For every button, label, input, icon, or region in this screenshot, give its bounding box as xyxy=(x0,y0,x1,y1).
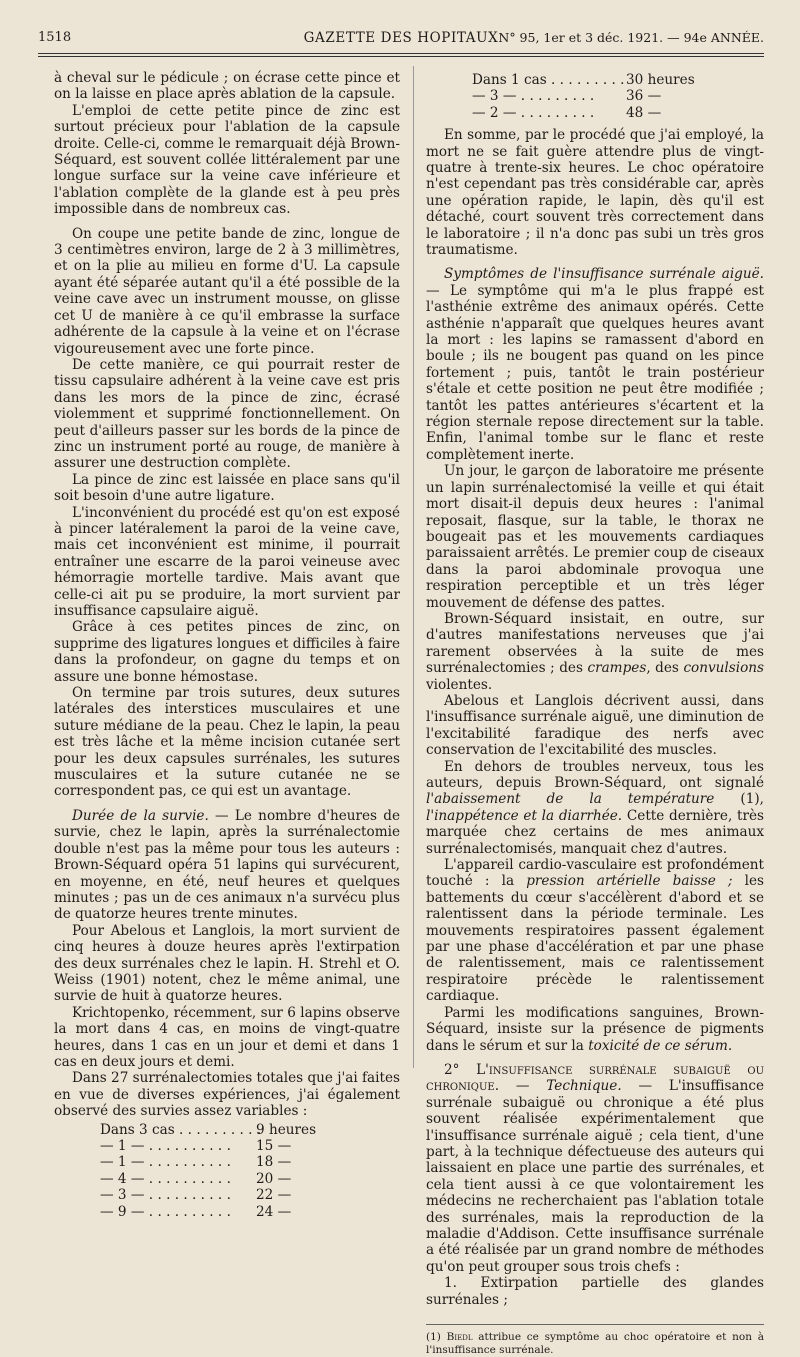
text: En dehors de troubles nerveux, tous les auteurs, depuis Brown-Séquard, ont signalé xyxy=(426,758,764,792)
page-number: 1518 xyxy=(38,30,72,45)
survival-table xyxy=(54,1122,400,1220)
survival-table-continued xyxy=(426,72,764,121)
emphasis: Technique. xyxy=(546,1078,622,1095)
row-label: — 2 — . . . . . . . . . xyxy=(472,104,595,121)
row-value: 9 heures xyxy=(256,1121,317,1138)
text: violentes. xyxy=(426,676,493,693)
footnote-author: (1) Biedl xyxy=(426,1331,473,1344)
section-paragraph xyxy=(426,1062,764,1275)
list-item: 1. Extirpation partielle des glandes surrénales ; xyxy=(426,1275,764,1308)
section-heading: 2° L'insuffisance surrénale subaiguë ou chronique. xyxy=(426,1061,764,1095)
table-row xyxy=(426,88,764,104)
row-label: Dans 3 cas . . . . . . . . . . xyxy=(100,1121,262,1138)
emphasis: l'inappétence et la diarrhée. xyxy=(426,807,623,824)
text: Brown-Séquard insistait, en outre, sur d'autres manifestations nerveuses que j'ai rarement observées à la suite de mes surrénalectomies ; des xyxy=(426,610,764,677)
row-label: — 4 — . . . . . . . . . . xyxy=(100,1170,231,1187)
paragraph xyxy=(426,759,764,857)
text: Cette dernière, très marquée chez certains de mes animaux surrénalectomisés, manquait chez d'autres. xyxy=(426,807,764,857)
text: — xyxy=(499,1078,547,1095)
paragraph-text: — Le symptôme qui m'a le plus frappé est l'asthénie extrême des animaux opérés. Cette asthénie n'apparaît que quelques heures avant la mort : les lapins se ramassent d'abord en boule ; ils ne bougent pas quand on les pince fortement ; puis, tantôt le train postérieur s'étale et cette position ne peut être modifiée ; tantôt les pattes antérieures s'écartent et la région sternale repose directement sur la table. Enfin, l'animal tombe sur le flanc et reste complètement inerte. xyxy=(426,282,764,463)
paragraph: La pince de zinc est laissée en place sans qu'il soit besoin d'une autre ligature. xyxy=(54,471,400,505)
footnote-rule xyxy=(426,1324,764,1325)
text: , des xyxy=(646,660,684,677)
paragraph-text: — L'insuffisance surrénale subaiguë ou chronique a été plus souvent réalisée expérimentalement que l'insuffisance surrénale aiguë ; cela tient, d'une part, à la technique défectueuse des auteurs qui laissaient en place une partie des surrénales, et cela tient aussi à ce que volontairement les médecins ne recherchaient pas l'ablation totale des surrénales, mais la reproduction de la maladie d'Addison. Cette insuffisance surrénale a été réalisée par un grand nombre de méthodes qu'on peut grouper sous trois chefs : xyxy=(426,1078,764,1275)
issue-info: N° 95, 1er et 3 déc. 1921. — 94e ANNÉE. xyxy=(498,30,764,45)
paragraph xyxy=(426,611,764,693)
emphasis: crampes xyxy=(587,660,647,677)
right-column xyxy=(426,70,764,1357)
row-value: 18 — xyxy=(256,1154,292,1171)
section-title: Durée de la survie. xyxy=(72,807,209,824)
table-row xyxy=(54,1204,400,1220)
paragraph: Grâce à ces petites pinces de zinc, on supprime des ligatures longues et difficiles à faire dans la profondeur, on gagne du temps et on assure une bonne hémostase. xyxy=(54,619,400,685)
paragraph: L'emploi de cette petite pince de zinc est surtout précieux pour l'ablation de la capsule droite. Celle-ci, comme le remarquait déjà Brown-Séquard, est souvent collée littéralement par une longue surface sur la veine cave inférieure et l'ablation complète de la glande est à peu près impossible dans de nombreux cas. xyxy=(54,102,400,218)
header-rule-bottom xyxy=(38,56,764,57)
emphasis: pression artérielle baisse ; xyxy=(526,873,733,890)
left-column xyxy=(54,70,400,1226)
footnote-text: attribue ce symptôme au choc opératoire et non à l'insuffisance surrénale. xyxy=(426,1331,764,1357)
page-header xyxy=(38,26,764,50)
paragraph: En somme, par le procédé que j'ai employé, la mort ne se fait guère attendre plus de vingt-quatre à trente-six heures. Le choc opératoire n'est cependant pas très considérable car, après une opération rapide, le lapin, dès qu'il est détaché, court souvent très correctement dans le laboratoire ; il n'a donc pas subi un très gros traumatisme. xyxy=(426,127,764,259)
row-value: 48 — xyxy=(626,104,662,121)
row-value: 36 — xyxy=(626,88,662,105)
row-value: 15 — xyxy=(256,1137,292,1154)
paragraph xyxy=(426,1005,764,1054)
table-row xyxy=(426,105,764,121)
paragraph: Un jour, le garçon de laboratoire me présente un lapin surrénalectomisé la veille et qui était mort disait-il depuis deux heures : l'animal reposait, flasque, sur la table, le thorax ne bougeait pas et les mouvements cardiaques paraissaient arrêtés. Le premier coup de ciseaux dans la paroi abdominale provoqua une respiration perceptible et un très léger mouvement de défense des pattes. xyxy=(426,463,764,611)
paragraph: L'inconvénient du procédé est qu'on est exposé à pincer latéralement la paroi de la veine cave, mais cet inconvénient est minime, il pourrait entraîner une escarre de la paroi veineuse avec hémorragie mortelle tardive. Mais avant que celle-ci ait pu se produire, la mort survient par insuffisance capsulaire aiguë. xyxy=(54,504,400,619)
row-label: — 3 — . . . . . . . . . xyxy=(472,88,595,105)
paragraph-text: — Le nombre d'heures de survie, chez le lapin, après la surrénalectomie double n'est pas la même pour tous les auteurs : Brown-Séquard opéra 51 lapins qui survécurent, en moyenne, en été, neuf heures et quelques minutes ; pas un de ces animaux n'a survécu plus de quatorze heures trente minutes. xyxy=(54,807,401,923)
paragraph: à cheval sur le pédicule ; on écrase cette pince et on la laisse en place après ablation de la capsule. xyxy=(54,70,400,103)
paragraph: De cette manière, ce qui pourrait rester de tissu capsulaire adhérent à la veine cave est pris dans les mors de la pince de zinc, écrasé violemment et supprimé fonctionnellement. On peut d'ailleurs passer sur les bords de la pince de zinc un instrument porté au rouge, de manière à assurer une destruction complète. xyxy=(54,356,400,472)
row-label: — 9 — . . . . . . . . . . xyxy=(100,1203,231,1220)
text: (1), xyxy=(714,791,764,808)
paragraph: Abelous et Langlois décrivent aussi, dans l'insuffisance surrénale aiguë, une diminution de l'excitabilité faradique des nerfs avec conservation de l'excitabilité des muscles. xyxy=(426,692,764,759)
header-rule-top xyxy=(38,53,764,54)
emphasis: convulsions xyxy=(683,660,765,677)
column-divider xyxy=(413,66,414,1068)
row-value: 24 — xyxy=(256,1203,292,1220)
row-value: 22 — xyxy=(256,1187,292,1204)
table-row xyxy=(54,1138,400,1154)
paragraph xyxy=(426,857,764,1005)
table-row xyxy=(54,1171,400,1187)
journal-title: GAZETTE DES HOPITAUX xyxy=(303,30,499,46)
row-label: — 1 — . . . . . . . . . . xyxy=(100,1137,231,1154)
row-label: — 1 — . . . . . . . . . . xyxy=(100,1154,231,1171)
table-row xyxy=(426,72,764,88)
text: L'appareil cardio-vasculaire est profondément touché : la xyxy=(426,857,764,890)
table-row xyxy=(54,1187,400,1203)
emphasis: toxicité de ce sérum. xyxy=(588,1037,733,1054)
row-value: 20 — xyxy=(256,1170,292,1187)
section-title: Symptômes de l'insuffisance surrénale aiguë. xyxy=(444,266,764,283)
paragraph: Krichtopenko, récemment, sur 6 lapins observe la mort dans 4 cas, en moins de vingt-quatre heures, dans 1 cas en un jour et demi et dans 1 cas en deux jours et demi. xyxy=(54,1004,400,1070)
row-value: 30 heures xyxy=(626,72,695,88)
emphasis: l'abaissement de la température xyxy=(426,791,715,808)
section-paragraph xyxy=(54,808,400,923)
paragraph: On termine par trois sutures, deux sutures latérales des interstices musculaires et une suture médiane de la peau. Chez le lapin, la peau est très lâche et la même incision cutanée sert pour les deux capsules surrénales, les sutures musculaires et la suture cutanée ne se correspondent pas, ce qui est un avantage. xyxy=(54,685,400,800)
footnote xyxy=(426,1331,764,1357)
text: les battements du cœur s'accélèrent d'abord et se ralentissent dans la période terminale. Les mouvements respiratoires passent également par une phase d'accélération et par une phase de ralentissement, mais ce ralentissement respiratoire précède le ralentissement cardiaque. xyxy=(426,873,764,1005)
table-row xyxy=(54,1122,400,1138)
paragraph: On coupe une petite bande de zinc, longue de 3 centimètres environ, large de 2 à 3 millimètres, et on la plie au milieu en forme d'U. La capsule ayant été séparée autant qu'il a été possible de la veine cave avec un instrument mousse, on glisse cet U de manière à ce qu'il embrasse la surface adhérente de la capsule à la veine et on l'écrase vigoureusement avec une forte pince. xyxy=(54,225,400,357)
section-paragraph xyxy=(426,266,764,463)
row-label: — 3 — . . . . . . . . . . xyxy=(100,1187,231,1204)
paragraph: Dans 27 surrénalectomies totales que j'ai faites en vue de diverses expériences, j'ai également observé des survies assez variables : xyxy=(54,1070,400,1120)
table-row xyxy=(54,1154,400,1170)
text: Parmi les modifications sanguines, Brown-Séquard, insiste sur la présence de pigments dans le sérum et sur la xyxy=(426,1004,764,1054)
row-label: Dans 1 cas . . . . . . . . . xyxy=(472,72,625,88)
paragraph: Pour Abelous et Langlois, la mort survient de cinq heures à douze heures après l'extirpation des deux surrénales chez le lapin. H. Strehl et O. Weiss (1901) notent, chez le même animal, une survie de huit à quatorze heures. xyxy=(54,922,400,1005)
